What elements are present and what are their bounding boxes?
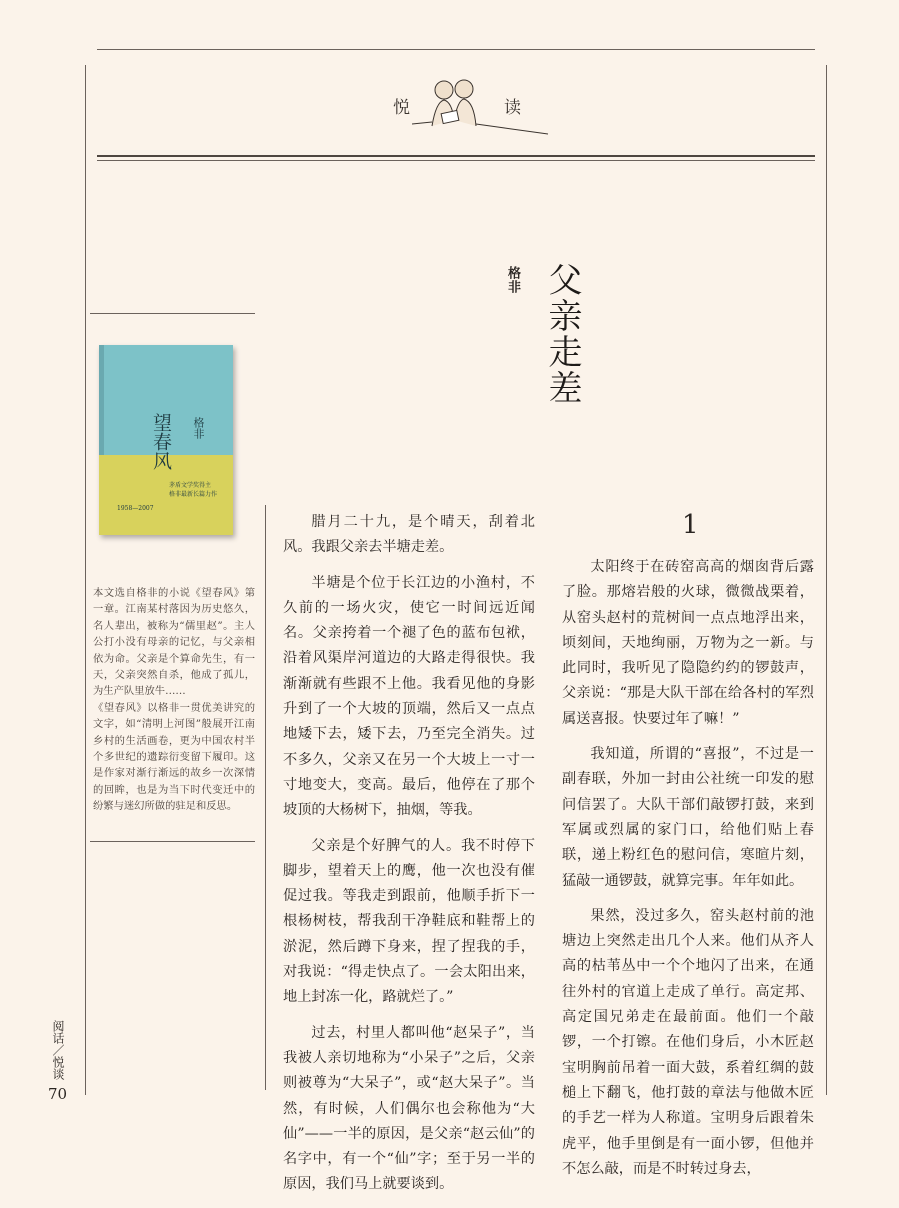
body-paragraph: 腊月二十九，是个晴天，刮着北风。我跟父亲去半塘走差。 xyxy=(283,514,535,556)
article-author: 格非 xyxy=(505,266,520,294)
body-paragraph: 果然，没过多久，窑头赵村前的池塘边上突然走出几个人来。他们从齐人高的枯苇丛中一个个地闪了出来，在通往外村的官道上走成了单行。高定邦、高定国兄弟走在最前面。他们一个敲锣，一个打镲。在他们身后，小木匠赵宝明胸前吊着一面大鼓，系着红绸的鼓槌上下翻飞，他打鼓的章法与他做木匠的手艺一样为人称道。宝明身后跟着朱虎平，他手里倒是有一面小锣，但他并不怎么敲，而是不时转过身去， xyxy=(562,907,814,1177)
top-rule xyxy=(97,49,815,50)
body-paragraph: 太阳终于在砖窑高高的烟囱背后露了脸。那熔岩般的火球，微微战栗着，从窑头赵村的荒树间一点点地浮出来，顷刻间，天地绚丽，万物为之一新。与此同时，我听见了隐隐约约的锣鼓声，父亲说：“那是大队干部在给各村的军烈属送喜报。快要过年了嘛！” xyxy=(562,559,814,727)
sidebar-rule-top xyxy=(90,313,255,314)
book-cover-years: 1958—2007 xyxy=(117,505,154,512)
book-caption xyxy=(93,585,255,815)
column-label: 阅话／悦谈 xyxy=(51,1020,65,1080)
body-column-left xyxy=(283,510,535,1208)
book-cover-title: 望春风 xyxy=(150,413,172,470)
page-number: 70 xyxy=(48,1085,68,1103)
header-word-right: 读 xyxy=(504,98,523,118)
left-frame-line xyxy=(85,65,86,1095)
body-paragraph: 我知道，所谓的“喜报”，不过是一副春联，外加一封由公社统一印发的慰问信罢了。大队干部们敲锣打鼓，来到军属或烈属的家门口，给他们贴上春联，递上粉红色的慰问信，寒暄片刻，猛敲一通锣鼓，就算完事。年年如此。 xyxy=(562,746,814,889)
header-double-rule-bottom xyxy=(97,160,815,161)
book-cover-image xyxy=(99,345,233,535)
article-title: 父亲走差 xyxy=(542,262,582,406)
book-cover-award-line1: 茅盾文学奖得主 xyxy=(169,482,212,489)
reading-children-illustration xyxy=(412,76,550,136)
body-paragraph: 半塘是个位于长江边的小渔村，不久前的一场火灾，使它一时间远近闻名。父亲挎着一个褪了色的蓝布包袱，沿着风渠岸河道边的大路走得很快。我渐渐就有些跟不上他。我看见他的身影升到了一个大坡的顶端，然后又一点点地矮下去，矮下去，乃至完全消失。过不多久，父亲又在另一个大坡上一寸一寸地变大，变高。最后，他停在了那个坡顶的大杨树下，抽烟，等我。 xyxy=(283,574,535,819)
section-number: 1 xyxy=(682,510,699,540)
body-column-right xyxy=(562,555,814,1192)
caption-paragraph: 本文选自格非的小说《望春风》第一章。江南某村落因为历史悠久，名人辈出，被称为“儒里赵”。主人公打小没有母亲的记忆，与父亲相依为命。父亲是个算命先生，有一天，父亲突然自杀，他成了孤儿，为生产队里放牛…… xyxy=(93,587,255,698)
header-double-rule-top xyxy=(97,155,815,157)
sidebar-rule-vertical xyxy=(265,505,266,1090)
body-paragraph: 过去，村里人都叫他“赵呆子”，当我被人亲切地称为“小呆子”之后，父亲则被尊为“大呆子”，或“赵大呆子”。当然，有时候，人们偶尔也会称他为“大仙”——一半的原因，是父亲“赵云仙”的名字中，有一个“仙”字；至于另一半的原因，我们马上就要谈到。 xyxy=(283,1024,535,1193)
book-cover-author: 格非 xyxy=(192,417,205,439)
body-paragraph: 父亲是个好脾气的人。我不时停下脚步，望着天上的鹰，他一次也没有催促过我。等我走到跟前，他顺手折下一根杨树枝，帮我刮干净鞋底和鞋帮上的淤泥，然后蹲下身来，捏了捏我的手，对我说：“得走快点了。一会太阳出来，地上封冻一化，路就烂了。” xyxy=(283,837,535,1006)
sidebar-rule-bottom xyxy=(90,841,255,842)
caption-paragraph: 《望春风》以格非一贯优美讲究的文字，如“清明上河图”般展开江南乡村的生活画卷，更为中国农村半个多世纪的遗踪衍变留下履印。这是作家对渐行渐远的故乡一次深情的回眸，也是为当下时代变迁中的纷繁与迷幻所做的驻足和反思。 xyxy=(93,701,255,813)
right-frame-line xyxy=(826,65,827,1095)
header-word-left: 悦 xyxy=(393,98,412,118)
book-cover-award-line2: 格非最新长篇力作 xyxy=(169,491,218,498)
